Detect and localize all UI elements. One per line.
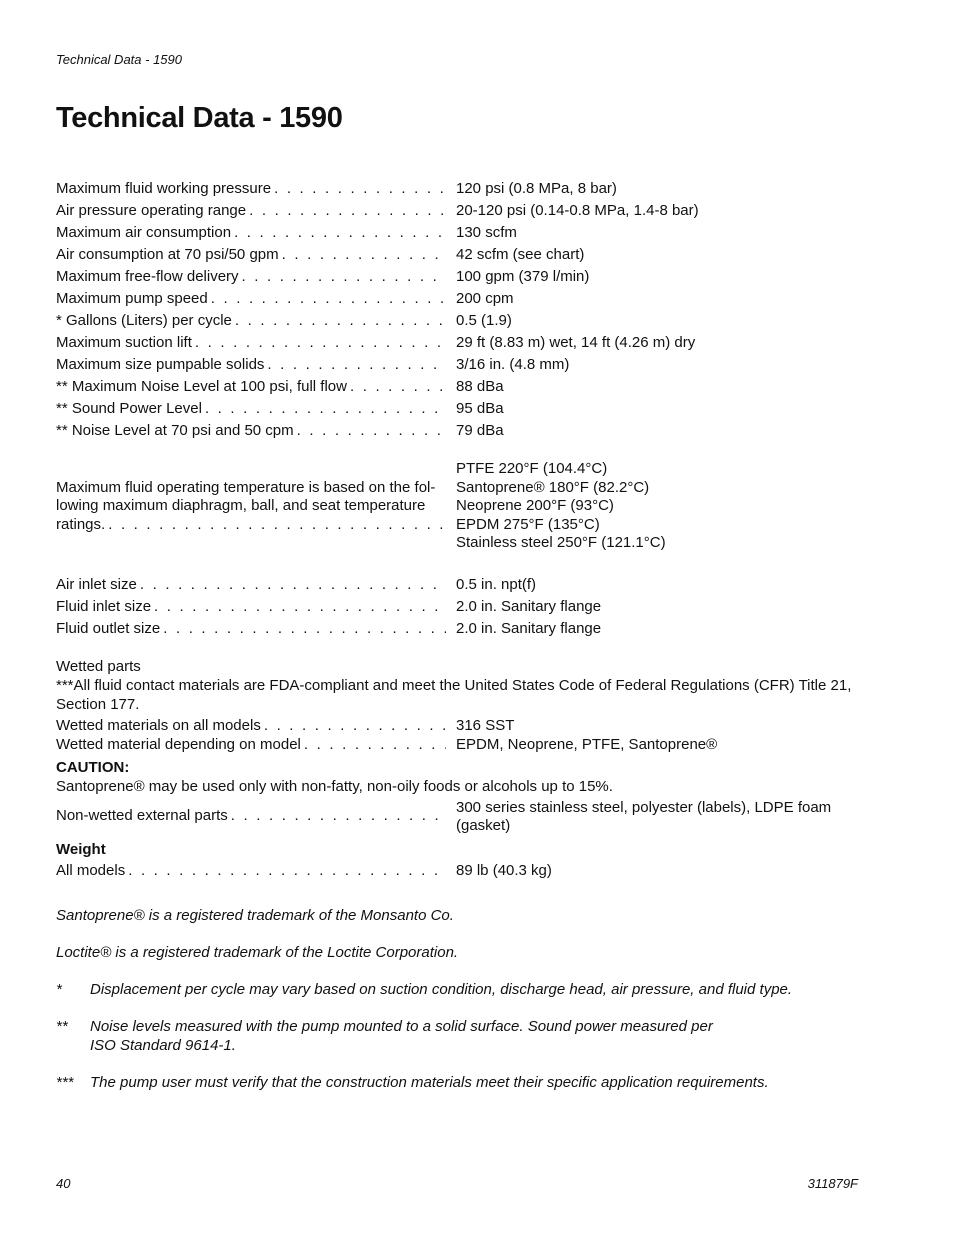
dot-leader (234, 224, 446, 243)
caution-text: Santoprene® may be used only with non-fatty, non-oily foods or alcohols up to 15%. (56, 777, 613, 795)
document-number: 311879F (807, 1176, 858, 1191)
spec-label: ** Noise Level at 70 psi and 50 cpm (56, 421, 294, 439)
dot-leader (128, 862, 446, 881)
spec-value: 20-120 psi (0.14-0.8 MPa, 1.4-8 bar) (456, 201, 699, 219)
dot-leader (108, 516, 446, 535)
notes-section (56, 906, 856, 1110)
caution-heading: CAUTION: (56, 758, 130, 776)
dot-leader (350, 378, 446, 397)
spec-label: Wetted materials on all models (56, 717, 261, 734)
spec-row (56, 799, 856, 835)
spec-label: ** Sound Power Level (56, 399, 202, 417)
temperature-label-line: lowing maximum diaphragm, ball, and seat temperature (56, 497, 426, 514)
document-page (56, 0, 856, 1235)
spec-label: Air pressure operating range (56, 201, 247, 219)
spec-label: Fluid inlet size (56, 598, 152, 615)
spec-value: 79 dBa (456, 421, 504, 439)
spec-row (56, 220, 856, 242)
spec-value: 42 scfm (see chart) (456, 245, 585, 263)
dot-leader (282, 246, 446, 265)
spec-value: 316 SST (456, 717, 515, 734)
spec-row (56, 264, 856, 286)
wetted-parts-note: ***All fluid contact materials are FDA-compliant and meet the United States Code of Federal Regulations (CFR) Title 21, Section 177. (56, 676, 852, 713)
temperature-label-line: ratings. (56, 515, 106, 533)
spec-label: Maximum air consumption (56, 223, 232, 241)
dot-leader (195, 334, 446, 353)
spec-row (56, 352, 856, 374)
temperature-value: Stainless steel 250°F (121.1°C) (456, 534, 666, 551)
dot-leader (274, 180, 446, 199)
spec-value: 100 gpm (379 l/min) (456, 267, 590, 285)
dot-leader (154, 598, 446, 617)
footnote (56, 1073, 856, 1092)
dot-leader (163, 620, 446, 639)
spec-value: EPDM, Neoprene, PTFE, Santoprene® (456, 736, 718, 753)
dot-leader (235, 312, 446, 331)
specifications-section (56, 176, 856, 881)
trademark-note: Loctite® is a registered trademark of the Loctite Corporation. (56, 944, 459, 961)
footnote (56, 1017, 856, 1055)
spec-value: 88 dBa (456, 377, 504, 395)
spec-row (56, 286, 856, 308)
spec-value: 0.5 (1.9) (456, 311, 512, 329)
spec-row (56, 198, 856, 220)
spec-row (56, 374, 856, 396)
dot-leader (304, 736, 446, 755)
spec-value: 89 lb (40.3 kg) (456, 862, 552, 879)
spec-label: Air inlet size (56, 576, 137, 593)
spec-value: 0.5 in. npt(f) (456, 576, 537, 593)
running-header: Technical Data - 1590 (56, 52, 182, 67)
dot-leader (267, 356, 446, 375)
spec-label: Fluid outlet size (56, 620, 161, 637)
footnote-text: The pump user must verify that the construction materials meet their specific application requirements. (90, 1074, 769, 1091)
footnote (56, 980, 856, 999)
spec-label: All models (56, 862, 126, 879)
spec-label: Wetted material depending on model (56, 736, 301, 753)
spec-value: 300 series stainless steel, polyester (labels), LDPE foam (gasket) (456, 798, 832, 834)
spec-value: 2.0 in. Sanitary flange (456, 598, 602, 615)
wetted-parts-heading: Wetted parts (56, 657, 141, 675)
spec-row (56, 595, 856, 617)
spec-value: 3/16 in. (4.8 mm) (456, 355, 570, 373)
temperature-values (456, 460, 856, 553)
footnote-mark: *** (56, 1074, 74, 1091)
weight-heading: Weight (56, 840, 106, 858)
spec-value: 29 ft (8.83 m) wet, 14 ft (4.26 m) dry (456, 333, 696, 351)
spec-label: Non-wetted external parts (56, 807, 228, 825)
spec-row (56, 573, 856, 595)
spec-value: 130 scfm (456, 223, 517, 241)
spec-row (56, 617, 856, 639)
spec-row (56, 330, 856, 352)
temperature-label-line: Maximum fluid operating temperature is based on the fol- (56, 478, 436, 496)
spec-row (56, 396, 856, 418)
dot-leader (297, 422, 446, 441)
spec-row (56, 176, 856, 198)
spec-row (56, 418, 856, 440)
spec-row (56, 242, 856, 264)
spec-value: 200 cpm (456, 289, 514, 307)
spec-label: Maximum suction lift (56, 333, 192, 351)
dot-leader (242, 268, 446, 287)
dot-leader (249, 202, 446, 221)
dot-leader (205, 400, 446, 419)
footnote-text: Noise levels measured with the pump mounted to a solid surface. Sound power measured per (90, 1018, 713, 1035)
temperature-label (56, 479, 446, 553)
temperature-value: PTFE 220°F (104.4°C) (456, 460, 608, 477)
page-number: 40 (56, 1176, 71, 1191)
spec-label: Maximum free-flow delivery (56, 267, 239, 285)
footnote-text: Displacement per cycle may vary based on suction condition, discharge head, air pressure, and fluid type. (90, 981, 793, 998)
footnote-mark: * (56, 981, 62, 998)
spec-row (56, 714, 856, 736)
spec-label: Air consumption at 70 psi/50 gpm (56, 245, 279, 263)
dot-leader (231, 807, 446, 826)
spec-label: Maximum size pumpable solids (56, 355, 265, 373)
footnote-text: ISO Standard 9614-1. (90, 1037, 236, 1054)
trademark-note: Santoprene® is a registered trademark of the Monsanto Co. (56, 907, 454, 924)
temperature-ratings (56, 460, 856, 553)
temperature-value: Santoprene® 180°F (82.2°C) (456, 478, 650, 496)
spec-row (56, 736, 856, 755)
temperature-value: EPDM 275°F (135°C) (456, 515, 600, 533)
temperature-value: Neoprene 200°F (93°C) (456, 497, 614, 514)
spec-label: * Gallons (Liters) per cycle (56, 311, 232, 329)
spec-row (56, 859, 856, 881)
dot-leader (264, 717, 446, 736)
spec-label: Maximum pump speed (56, 289, 208, 307)
page-title: Technical Data - 1590 (56, 102, 343, 134)
dot-leader (211, 290, 446, 309)
spec-row (56, 308, 856, 330)
footnote-mark: ** (56, 1018, 68, 1035)
dot-leader (140, 576, 446, 595)
spec-label: Maximum fluid working pressure (56, 179, 272, 197)
spec-value: 120 psi (0.8 MPa, 8 bar) (456, 179, 617, 197)
spec-label: ** Maximum Noise Level at 100 psi, full flow (56, 377, 347, 395)
spec-value: 95 dBa (456, 399, 504, 417)
spec-value: 2.0 in. Sanitary flange (456, 620, 602, 637)
